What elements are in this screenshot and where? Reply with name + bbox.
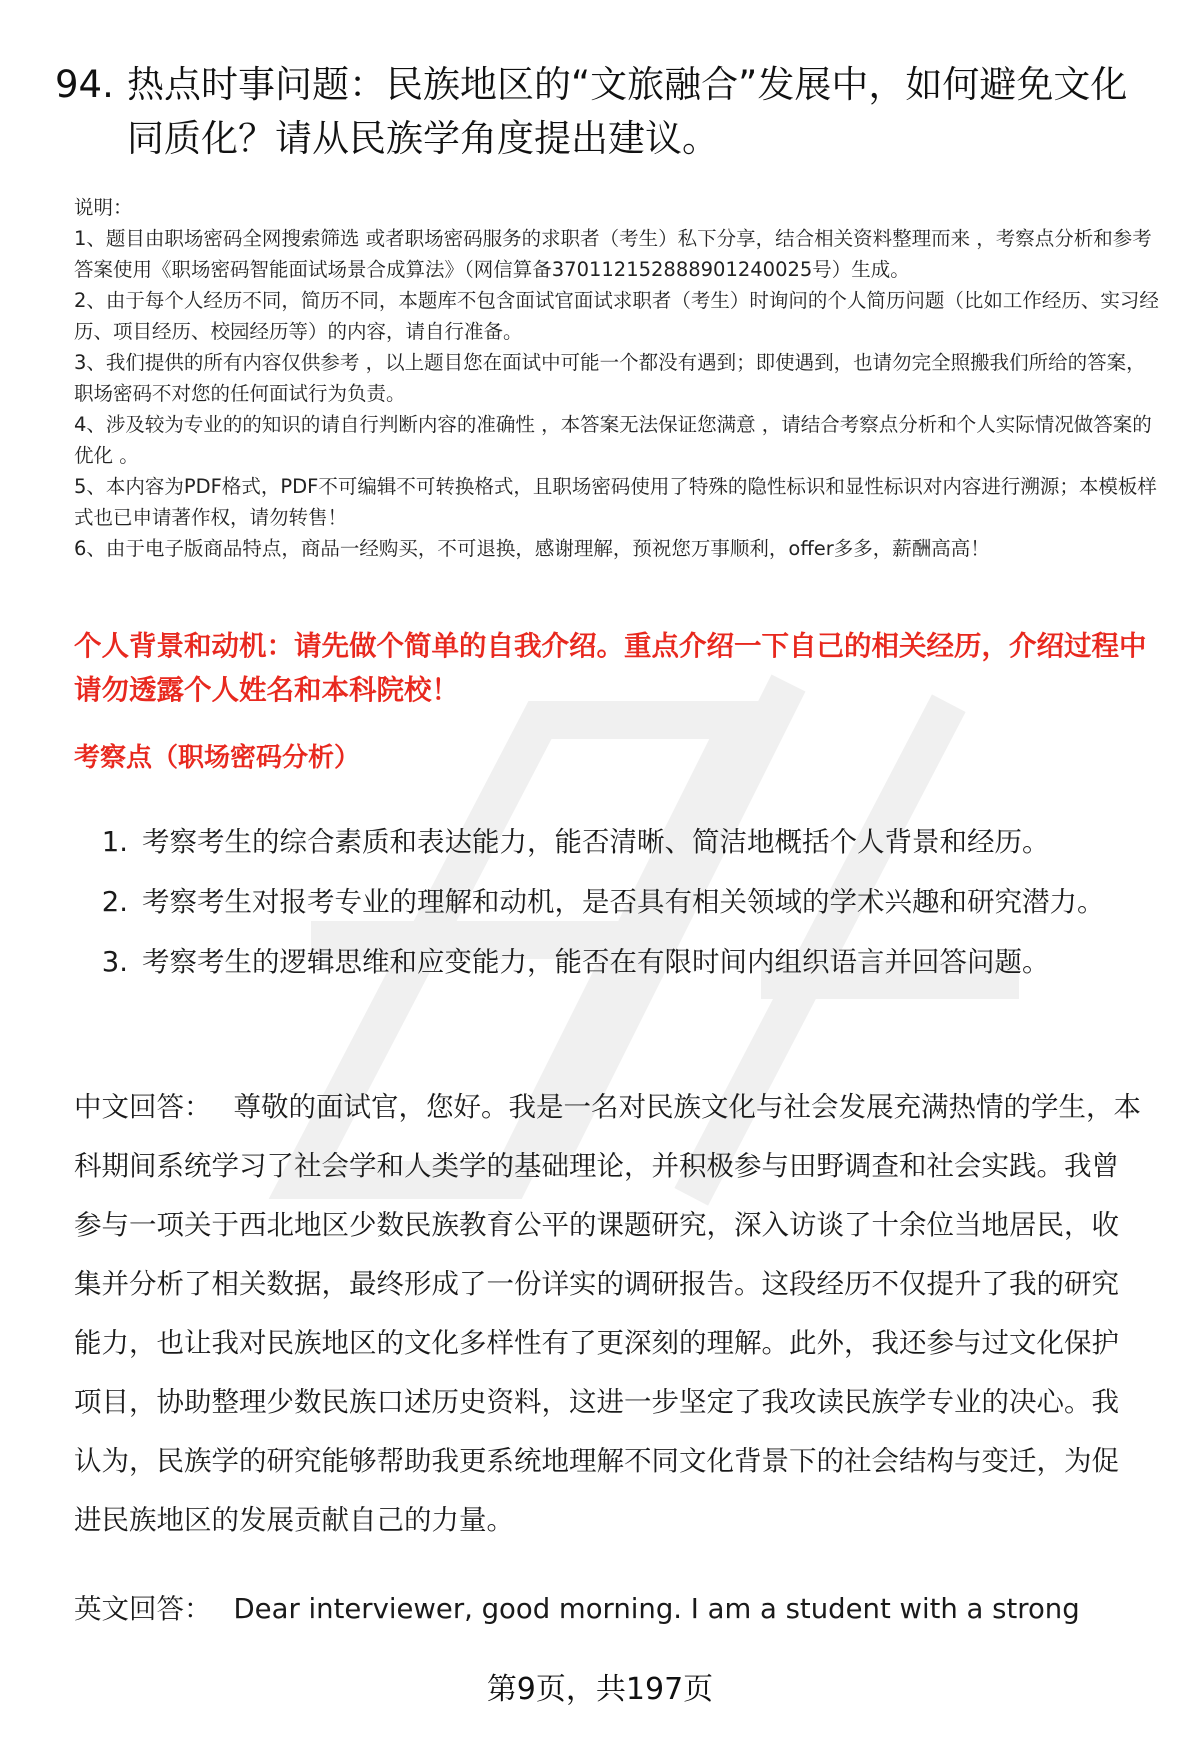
english-answer-text: Dear interviewer, good morning. I am a student with a strong (233, 1593, 1080, 1625)
notes-item: 2、由于每个人经历不同，简历不同，本题库不包含面试官面试求职者（考生）时询问的个人简历问题（比如工作经历、实习经历、项目经历、校园经历等）的内容，请自行准备。 (74, 289, 1159, 343)
list-item-text: 考察考生的综合素质和表达能力，能否清晰、简洁地概括个人背景和经历。 (142, 826, 1050, 858)
english-answer (74, 1580, 1144, 1639)
list-item-number: 2. (101, 886, 128, 918)
notes-item: 6、由于电子版商品特点，商品一经购买，不可退换，感谢理解，预祝您万事顺利，offer多多，薪酬高高！ (74, 537, 990, 560)
list-item-number: 1. (101, 826, 128, 858)
notes-item: 5、本内容为PDF格式，PDF不可编辑不可转换格式，且职场密码使用了特殊的隐性标识和显性标识对内容进行溯源；本模板样式也已申请著作权，请勿转售！ (74, 475, 1157, 529)
analysis-heading: 考察点（职场密码分析） (74, 743, 361, 773)
list-item (74, 872, 1154, 932)
section-red-heading: 个人背景和动机：请先做个简单的自我介绍。重点介绍一下自己的相关经历，介绍过程中请勿透露个人姓名和本科院校！ (74, 630, 1147, 706)
question-text: 热点时事问题：民族地区的“文旅融合”发展中，如何避免文化同质化？请从民族学角度提出建议。 (127, 63, 1128, 160)
list-item-number: 3. (101, 946, 128, 978)
notes-item: 3、我们提供的所有内容仅供参考 ，以上题目您在面试中可能一个都没有遇到；即使遇到，也请勿完全照搬我们所给的答案，职场密码不对您的任何面试行为负责。 (74, 351, 1146, 405)
notes-heading: 说明： (74, 196, 133, 219)
english-answer-label: 英文回答： (74, 1593, 212, 1625)
analysis-points-list (74, 812, 1154, 992)
notes-block (74, 192, 1164, 564)
notes-item: 1、题目由职场密码全网搜索筛选 或者职场密码服务的求职者（考生）私下分享，结合相关资料整理而来 ，考察点分析和参考答案使用《职场密码智能面试场景合成算法》（网信算备370112152888901240025号）生成。 (74, 227, 1152, 281)
chinese-answer-label: 中文回答： (74, 1091, 212, 1123)
list-item (74, 812, 1154, 872)
list-item-text: 考察考生的逻辑思维和应变能力，能否在有限时间内组织语言并回答问题。 (142, 946, 1050, 978)
list-item (74, 932, 1154, 992)
question-number: 94. (55, 63, 114, 106)
list-item-text: 考察考生对报考专业的理解和动机，是否具有相关领域的学术兴趣和研究潜力。 (142, 886, 1105, 918)
chinese-answer (74, 1078, 1144, 1550)
notes-item: 4、涉及较为专业的的知识的请自行判断内容的准确性 ，本答案无法保证您满意 ，请结合考察点分析和个人实际情况做答案的优化 。 (74, 413, 1152, 467)
chinese-answer-text: 尊敬的面试官，您好。我是一名对民族文化与社会发展充满热情的学生，本科期间系统学习了社会学和人类学的基础理论，并积极参与田野调查和社会实践。我曾参与一项关于西北地区少数民族教育公平的课题研究，深入访谈了十余位当地居民，收集并分析了相关数据，最终形成了一份详实的调研报告。这段经历不仅提升了我的研究能力，也让我对民族地区的文化多样性有了更深刻的理解。此外，我还参与过文化保护项目，协助整理少数民族口述历史资料，这进一步坚定了我攻读民族学专业的决心。我认为，民族学的研究能够帮助我更系统地理解不同文化背景下的社会结构与变迁，为促进民族地区的发展贡献自己的力量。 (74, 1091, 1141, 1536)
page-footer: 第9页，共197页 (486, 1672, 714, 1707)
question-title (55, 58, 1145, 166)
